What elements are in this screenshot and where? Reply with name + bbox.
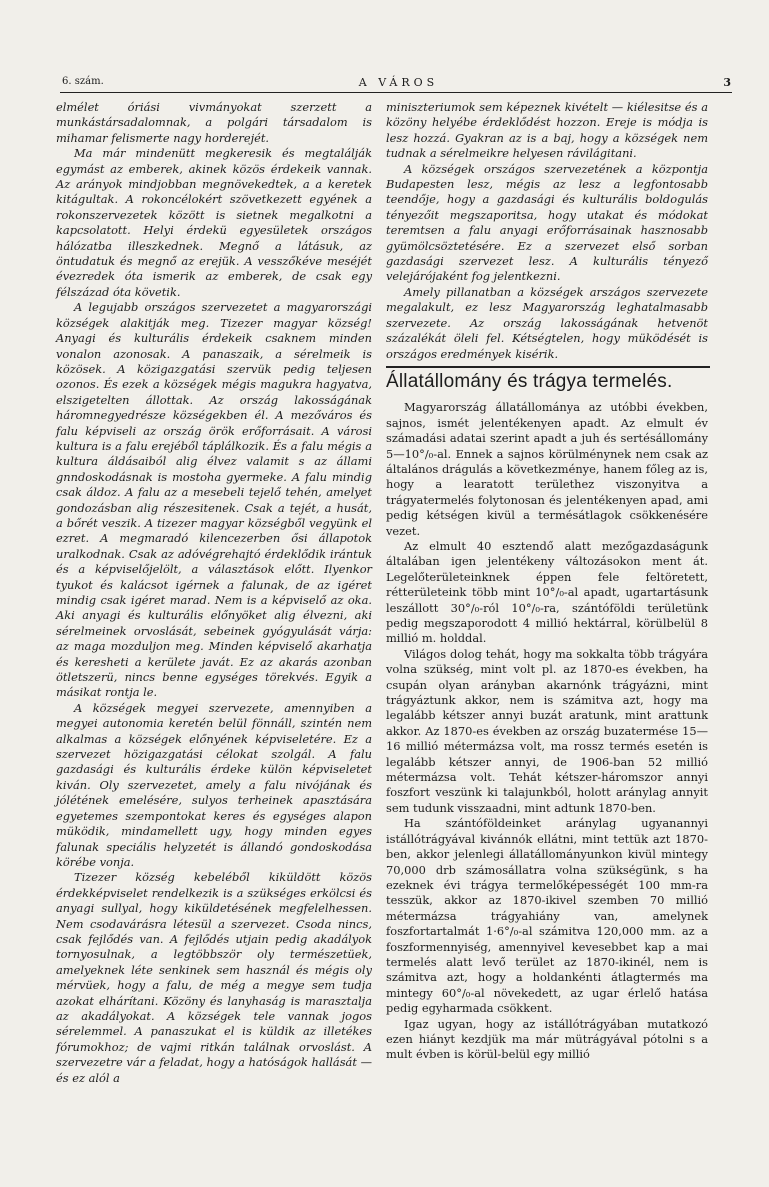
right-column xyxy=(386,100,708,1063)
paragraph: A legujabb országos szervezetet a magyarországi községek alakitják meg. Tizezer magyar község! Anyagi és kulturális érdekeik csaknem minden vonalon azonosak. A panaszaik, a sérelmeik is közösek. A közigazgatási szervük pedig teljesen ozonos. És ezek a községek mégis magukra hagyatva, elszigetelten állottak. Az ország lakosságának háromnegyedrésze községekben él. A mezőváros és falu képviseli az ország örök erőforrásait. A városi kultura is a falu erejéből táplálkozik. És a falu mégis a kultura áldásaiból alig élvez valamit s az állami gnndoskodásnak is mostoha gyermeke. A falu mindig csak áldoz. A falu az a mesebeli tejelő tehén, amelyet gondozásban alig részesitenek. Csak a tejét, a husát, a bőrét veszik. A tizezer magyar községből vegyünk el ezret. A megmaradó kilencezerben ősi állapotok uralkodnak. Csak az adóvégrehajtó érdeklődik irántuk és a képviselőjelölt, a választások előtt. Ilyenkor tyukot és kalácsot igérnek a falunak, de az igéret mindig csak igéret marad. Nem is a képviselő az oka. Aki anyagi és kulturális előnyöket alig élvezni, aki sérelmeinek orvoslását, sebeinek gyógyulását várja: az maga mozduljon meg. Minden képviselő akarhatja és keresheti a kerülete javát. Ez az akarás azonban ötletszerü, nincs benne egységes törekvés. Egyik a másikat rontja le. xyxy=(56,300,372,700)
article-continuation xyxy=(386,100,708,362)
article-divider xyxy=(386,366,710,368)
section-heading: Állatállomány és trágya termelés. xyxy=(386,370,673,392)
paragraph: Magyarország állatállománya az utóbbi években, sajnos, ismét jelentékenyen apadt. Az elmult év számadási adatai szerint apadt a juh és sertésállomány 5—10°/₀-al. Ennek a sajnos körülménynek nem csak az általános drágulás a következménye, hanem főleg az is, hogy a learatott területhez viszonyitva a trágyatermelés folytonosan és jelentékenyen apad, ami pedig kétségen kivül a termésátlagok csökkenésére vezet. xyxy=(386,400,708,538)
header-rule xyxy=(60,92,732,93)
page-number: 3 xyxy=(723,76,731,89)
article-body xyxy=(386,400,708,1062)
paragraph: Az elmult 40 esztendő alatt mezőgazdaságunk általában igen jelentékeny változásokon ment át. Legelőterületeinknek éppen fele feltöretett, rétterületeink több mint 10°/₀-al apadt, ugartartásunk leszállott 30°/₀-ról 10°/₀-ra, szántóföldi területünk pedig megszaporodott 4 millió hektárral, körülbelül 8 millió m. holddal. xyxy=(386,538,708,646)
issue-number: 6. szám. xyxy=(62,76,104,87)
paragraph: Ma már mindenütt megkeresik és megtalálják egymást az emberek, akinek közös érdekeik vannak. Az arányok mindjobban megnövekedtek, a a keretek kitágultak. A rokoncélokért szövetkezett egyének a rokonszervezetek között is sietnek megalkotni a kapcsolatott. Helyi érdekü egyesületek országos hálózatba illeszkednek. Megnő a látásuk, az öntudatuk és megnő az erejük. A vesszőkéve meséjét évezredek óta ismerik az emberek, de csak egy félszázad óta követik. xyxy=(56,146,372,299)
paragraph: A községek megyei szervezete, amennyiben a megyei autonomia keretén belül fönnáll, szintén nem alkalmas a községek előnyének képviseletére. Ez a szervezet hözigazgatási célokat szolgál. A falu gazdasági és kulturális érdeke külön képviseletet kiván. Oly szervezetet, amely a falu nivójának és jólétének emelésére, sulyos terheinek apasztására egyetemes szempontokat keres és egységes alapon müködik, mindamellett ugy, hogy minden egyes falunak speciális helyzetét is állandó gondoskodása körébe vonja. xyxy=(56,700,372,869)
paragraph: Világos dolog tehát, hogy ma sokkalta több trágyára volna szükség, mint volt pl. az 1870-es években, ha csupán olyan arányban akarnónk trágyázni, mint trágyáztunk akkor, nem is számitva azt, hogy ma legalább kétszer annyi buzát aratunk, mint arattunk akkor. Az 1870-es években az ország buzatermése 15—16 millió métermázsa volt, ma rossz termés esetén is legalább kétszer annyi, de 1906-ban 52 millió métermázsa volt. Tehát kétszer-háromszor annyi foszfort veszünk ki talajunkból, holott aránylag annyit sem tudunk visszaadni, mint adtunk 1870-ben. xyxy=(386,646,708,815)
paragraph: Ha szántóföldeinket aránylag ugyanannyi istállótrágyával kivánnók ellátni, mint tettük azt 1870-ben, akkor jelenlegi állatállományunkon kivül mintegy 70,000 drb számosállatra volna szükségünk, s ha ezeknek évi trágya termelőképességét 100 mm-ra tesszük, akkor az 1870-ikivel szemben 70 millió métermázsa trágyahiány van, amelynek foszfortartalmát 1·6°/₀-al számitva 120,000 mm. az a foszformennyiség, amennyivel kevesebbet kap a mai termelés alatt levő terület az 1870-ikinél, nem is számitva azt, hogy a holdankénti átlagtermés ma mintegy 60°/₀-al növekedett, az ugar érlelő hatása pedig egyharmada csökkent. xyxy=(386,816,708,1016)
paragraph: Amely pillanatban a községek arszágos szervezete megalakult, ez lesz Magyarország leghatalmasabb szervezete. Az ország lakosságának hetvenöt százalékát öleli fel. Kétségtelen, hogy müködését is országos eredmények kisérik. xyxy=(386,284,708,361)
left-column xyxy=(56,100,372,1086)
paragraph: Tizezer község kebeléből kiküldött közös érdekképviselet rendelkezik is a szükséges erkölcsi és anyagi sullyal, hogy kiküldetésének megfelelhessen. Nem csodavárásra létesül a szervezet. Csoda nincs, csak fejlődés van. A fejlődés utjain pedig akadályok tornyosulnak, a legtöbbször oly természetüek, amelyeknek léte senkinek sem használ és mégis oly mérvüek, hogy a falu, de még a megye sem tudja azokat elhárítani. Közöny és lanyhaság is marasztalja az akadályokat. A községek tele vannak jogos sérelemmel. A panaszukat el is küldik az illetékes fórumokhoz; de vajmi ritkán találnak orvoslást. A szervezetre vár a feladat, hogy a hatóságok hallását — és ez alól a xyxy=(56,870,372,1085)
journal-title: A VÁROS xyxy=(358,76,439,89)
paragraph: miniszteriumok sem képeznek kivételt — kiélesitse és a közöny helyébe érdeklődést hozzon. Ereje is módja is lesz hozzá. Gyakran az is a baj, hogy a községek nem tudnak a sérelmeikre helyesen rávilágitani. xyxy=(386,100,708,161)
paragraph: A községek országos szervezetének a központja Budapesten lesz, mégis az lesz a legfontosabb teendője, hogy a gazdasági és kulturális boldogulás tényezőit megszaporitsa, hogy utakat és módokat teremtsen a falu anyagi erőforrásainak hasznosabb gyümölcsöztetésére. Ez a szervezet első sorban gazdasági szervezet lesz. A kulturális tényező velejárójaként fog jelentkezni. xyxy=(386,161,708,284)
paragraph: elmélet óriási vivmányokat szerzett a munkástársadalomnak, a polgári társadalom is mihamar felismerte nagy horderejét. xyxy=(56,100,372,145)
page-header xyxy=(56,76,741,90)
paragraph: Igaz ugyan, hogy az istállótrágyában mutatkozó ezen hiányt kezdjük ma már mütrágyával pótolni s a mult évben is körül-belül egy millió xyxy=(386,1016,708,1062)
